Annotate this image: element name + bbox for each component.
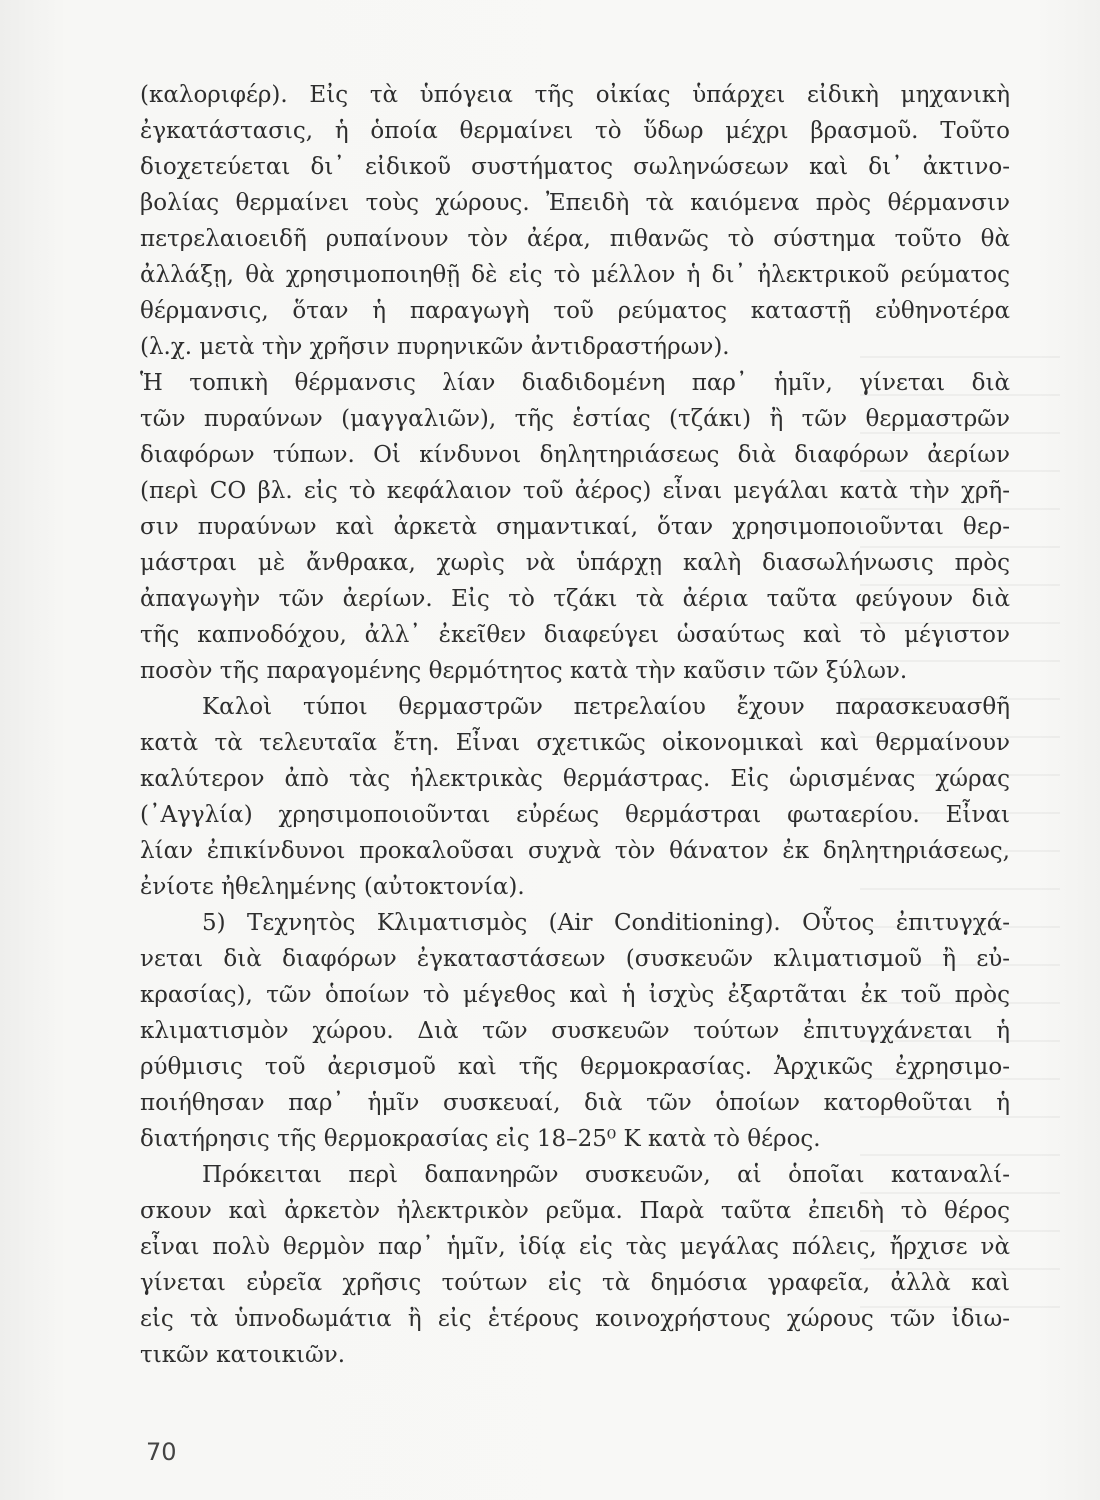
text-line: διοχετεύεται δι᾽ εἰδικοῦ συστήματος σωληνώσεων καὶ δι᾽ ἀκτινο- [140, 154, 1010, 180]
text-line: τῆς καπνοδόχου, ἀλλ᾽ ἐκεῖθεν διαφεύγει ὡσαύτως καὶ τὸ μέγιστον [140, 622, 1010, 648]
text-line: εἰς τὰ ὑπνοδωμάτια ἢ εἰς ἑτέρους κοινοχρήστους χώρους τῶν ἰδιω- [140, 1306, 1010, 1332]
paragraph-oil-stoves-start: Καλοὶ τύποι θερμαστρῶν πετρελαίου ἔχουν παρασκευασθῆ [202, 694, 1010, 720]
text-line: σιν πυραύνων καὶ ἀρκετὰ σημαντικαί, ὅταν χρησιμοποιοῦνται θερ- [140, 514, 1010, 540]
text-line: νεται διὰ διαφόρων ἐγκαταστάσεων (συσκευῶν κλιματισμοῦ ἢ εὐ- [140, 946, 1010, 972]
text-line: ρύθμισις τοῦ ἀερισμοῦ καὶ τῆς θερμοκρασίας. Ἀρχικῶς ἐχρησιμο- [140, 1054, 1010, 1080]
text-line: διατήρησις τῆς θερμοκρασίας εἰς 18–25⁰ Κ κατὰ τὸ θέρος. [140, 1126, 821, 1152]
body-text [140, 78, 1010, 1374]
text-line: ἀπαγωγὴν τῶν ἀερίων. Εἰς τὸ τζάκι τὰ ἀέρια ταῦτα φεύγουν διὰ [140, 586, 1010, 612]
text-line: εἶναι πολὺ θερμὸν παρ᾽ ἡμῖν, ἰδίᾳ εἰς τὰς μεγάλας πόλεις, ἤρχισε νὰ [140, 1234, 1010, 1260]
text-line: (καλοριφέρ). Εἰς τὰ ὑπόγεια τῆς οἰκίας ὑπάρχει εἰδικὴ μηχανικὴ [140, 82, 1010, 108]
text-line: ἐνίοτε ἠθελημένης (αὐτοκτονία). [140, 874, 525, 900]
paragraph-local-heating-start: Ἡ τοπικὴ θέρμανσις λίαν διαδιδομένη παρ᾽ ἡμῖν, γίνεται διὰ [140, 370, 1010, 396]
page-number: 70 [146, 1438, 177, 1466]
text-line: γίνεται εὐρεῖα χρῆσις τούτων εἰς τὰ δημόσια γραφεῖα, ἀλλὰ καὶ [140, 1270, 1010, 1296]
paragraph-expensive-devices-start: Πρόκειται περὶ δαπανηρῶν συσκευῶν, αἱ ὁποῖαι καταναλί- [202, 1162, 1010, 1188]
text-line: (λ.χ. μετὰ τὴν χρῆσιν πυρηνικῶν ἀντιδραστήρων). [140, 334, 730, 360]
text-line: τικῶν κατοικιῶν. [140, 1342, 346, 1368]
text-line: καλύτερον ἀπὸ τὰς ἠλεκτρικὰς θερμάστρας. Εἰς ὡρισμένας χώρας [140, 766, 1010, 792]
text-line: μάστραι μὲ ἄνθρακα, χωρὶς νὰ ὑπάρχῃ καλὴ διασωλήνωσις πρὸς [140, 550, 1010, 576]
text-line: τῶν πυραύνων (μαγγαλιῶν), τῆς ἑστίας (τζάκι) ἢ τῶν θερμαστρῶν [140, 406, 1010, 432]
text-line: διαφόρων τύπων. Οἱ κίνδυνοι δηλητηριάσεως διὰ διαφόρων ἀερίων [140, 442, 1010, 468]
section-5-heading-line: 5) Τεχνητὸς Κλιματισμὸς (Air Conditioning). Οὗτος ἐπιτυγχά- [202, 910, 1010, 936]
text-line: κρασίας), τῶν ὁποίων τὸ μέγεθος καὶ ἡ ἰσχὺς ἐξαρτᾶται ἐκ τοῦ πρὸς [140, 982, 1010, 1008]
text-line: βολίας θερμαίνει τοὺς χώρους. Ἐπειδὴ τὰ καιόμενα πρὸς θέρμανσιν [140, 190, 1010, 216]
text-line: λίαν ἐπικίνδυνοι προκαλοῦσαι συχνὰ τὸν θάνατον ἐκ δηλητηριάσεως, [140, 838, 1010, 864]
text-line: ἐγκατάστασις, ἡ ὁποία θερμαίνει τὸ ὕδωρ μέχρι βρασμοῦ. Τοῦτο [140, 118, 1010, 144]
text-line: ἀλλάξῃ, θὰ χρησιμοποιηθῇ δὲ εἰς τὸ μέλλον ἡ δι᾽ ἠλεκτρικοῦ ρεύματος [140, 262, 1010, 288]
text-line: σκουν καὶ ἀρκετὸν ἠλεκτρικὸν ρεῦμα. Παρὰ ταῦτα ἐπειδὴ τὸ θέρος [140, 1198, 1010, 1224]
text-line: πετρελαιοειδῆ ρυπαίνουν τὸν ἀέρα, πιθανῶς τὸ σύστημα τοῦτο θὰ [140, 226, 1010, 252]
text-line: κλιματισμὸν χώρου. Διὰ τῶν συσκευῶν τούτων ἐπιτυγχάνεται ἡ [140, 1018, 1010, 1044]
text-line: (περὶ CO βλ. εἰς τὸ κεφάλαιον τοῦ ἀέρος) εἶναι μεγάλαι κατὰ τὴν χρῆ- [140, 478, 1010, 504]
text-line: θέρμανσις, ὅταν ἡ παραγωγὴ τοῦ ρεύματος καταστῇ εὐθηνοτέρα [140, 298, 1010, 324]
text-line: ποσὸν τῆς παραγομένης θερμότητος κατὰ τὴν καῦσιν τῶν ξύλων. [140, 658, 908, 684]
text-line: ποιήθησαν παρ᾽ ἡμῖν συσκευαί, διὰ τῶν ὁποίων κατορθοῦται ἡ [140, 1090, 1010, 1116]
text-line: (᾽Αγγλία) χρησιμοποιοῦνται εὐρέως θερμάστραι φωταερίου. Εἶναι [140, 802, 1010, 828]
text-line: κατὰ τὰ τελευταῖα ἔτη. Εἶναι σχετικῶς οἰκονομικαὶ καὶ θερμαίνουν [140, 730, 1010, 756]
